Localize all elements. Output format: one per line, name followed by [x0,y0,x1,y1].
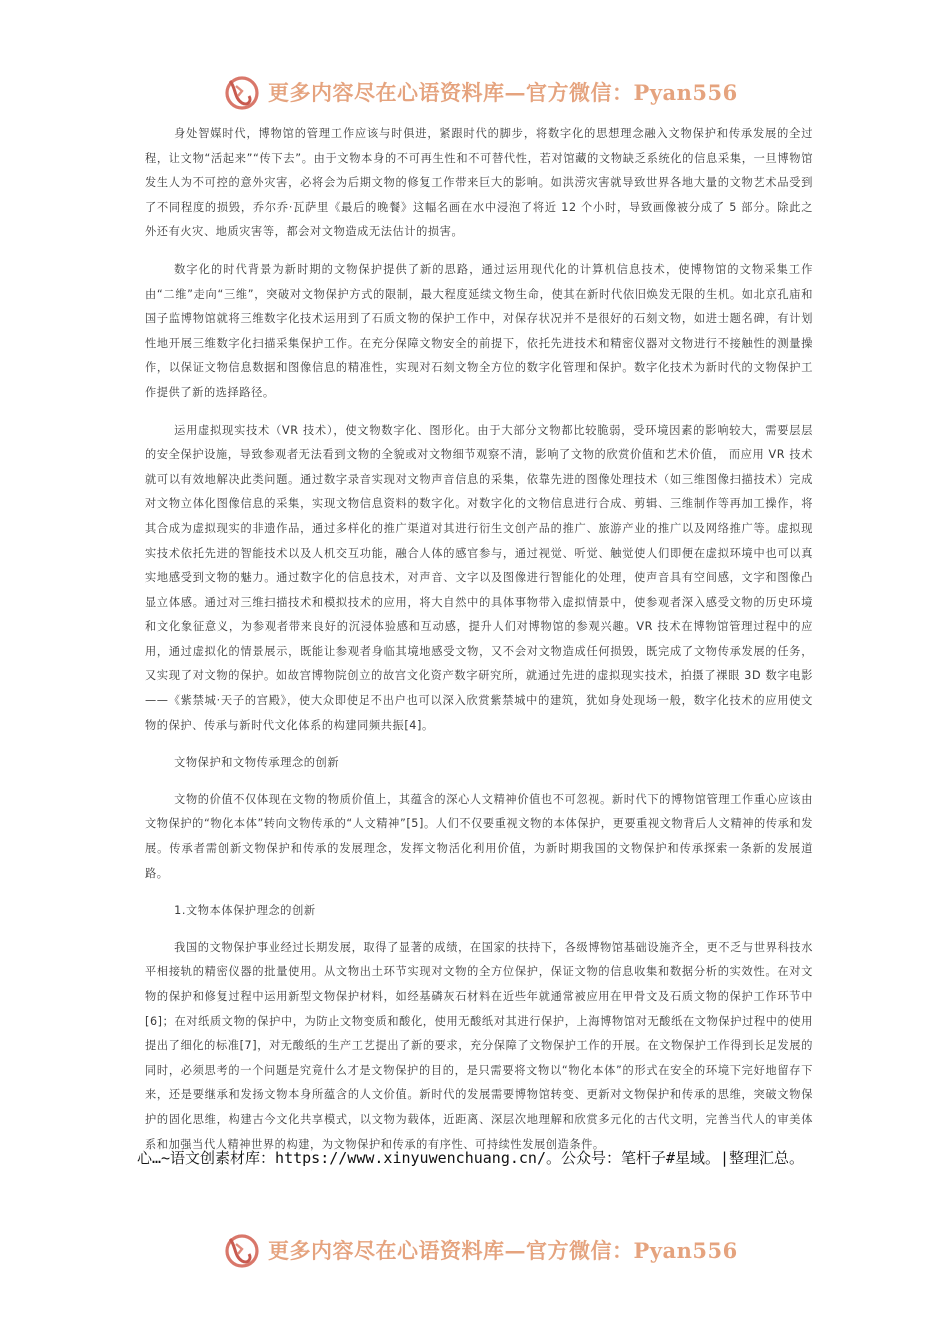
section-heading: 文物保护和文物传承理念的创新 [174,756,340,770]
paragraph-2: 数字化的时代背景为新时期的文物保护提供了新的思路，通过运用现代化的计算机信息技术，使博物馆的文物采集工作由“二维”走向“三维”，突破对文物保护方式的限制，最大程度延续文物生命，使其在新时代依旧焕发无限的生机。如北京孔庙和国子监博物馆就将三维数字化技术运用到了石质文物的保护工作中，对保存状况并不是很好的石刻文物，如进士题名碑，有计划性地开展三维数字化扫描采集保护工作。在充分保障文物安全的前提下，依托先进技术和精密仪器对文物进行不接触性的测量操作，以保证文物信息数据和图像信息的精准性，实现对石刻文物全方位的数字化管理和保护。数字化技术为新时代的文物保护工作提供了新的选择路径。 [145,262,813,399]
paragraph-1: 身处智媒时代，博物馆的管理工作应该与时俱进，紧跟时代的脚步，将数字化的思想理念融入文物保护和传承发展的全过程，让文物“活起来”“传下去”。由于文物本身的不可再生性和不可替代性，若对馆藏的文物缺乏系统化的信息采集，一旦博物馆发生人为不可控的意外灾害，必将会为后期文物的修复工作带来巨大的影响。如洪涝灾害就导致世界各地大量的文物艺术品受到了不同程度的损毁，乔尔乔·瓦萨里《最后的晚餐》这幅名画在水中浸泡了将近 12 个小时，导致画像被分成了 5 部分。除此之外还有火灾、地质灾害等，都会对文物造成无法估计的损害。 [145,127,813,239]
section-paragraph: 文物的价值不仅体现在文物的物质价值上，其蕴含的深心人文精神价值也不可忽视。新时代下的博物馆管理工作重心应该由文物保护的“物化本体”转向文物传承的“人文精神”[5]。人们不仅要重视文物的本体保护，更要重视文物背后人文精神的传承和发展。传承者需创新文物保护和传承的发展理念，发挥文物活化利用价值，为新时期我国的文物保护和传承探索一条新的发展道路。 [145,792,813,880]
subsection-paragraph: 我国的文物保护事业经过长期发展，取得了显著的成绩，在国家的扶持下，各级博物馆基础设施齐全，更不乏与世界科技水平相接轨的精密仪器的批量使用。从文物出土环节实现对文物的全方位保护，保证文物的信息收集和数据分析的实效性。在对文物的保护和修复过程中运用新型文物保护材料，如经基磷灰石材料在近些年就通常被应用在甲骨文及石质文物的保护工作环节中[6]；在对纸质文物的保护中，为防止文物变质和酸化，使用无酸纸对其进行保护，上海博物馆对无酸纸在文物保护过程中的使用提出了细化的标准[7]，对无酸纸的生产工艺提出了新的要求，充分保障了文物保护工作的开展。在文物保护工作得到长足发展的同时，必须思考的一个问题是究竟什么才是文物保护的目的，是只需要将文物以“物化本体”的形式在安全的环境下完好地留存下来，还是要继承和发扬文物本身所蕴含的人文价值。新时代的发展需要博物馆转变、更新对文物保护和传承的思维，突破文物保护的固化思维，构建古今文化共享模式，以文物为载体，近距离、深层次地理解和欣赏多元化的古代文明，完善当代人的审美体系和加强当代人精神世界的构建，为文物保护和传承的有序性、可持续性发展创造条件。 [145,940,813,1151]
watermark-banner-bottom [222,1228,742,1272]
watermark-text: 更多内容尽在心语资料库—官方微信：Pyan556 [268,80,738,105]
logo-icon [222,72,262,112]
article-body [145,122,813,1170]
watermark-banner-top [222,70,742,114]
paragraph-3: 运用虚拟现实技术（VR 技术），使文物数字化、图形化。由于大部分文物都比较脆弱，受环境因素的影响较大，需要层层的安全保护设施，导致参观者无法看到文物的全貌或对文物细节观察不清，影响了文物的欣赏价值和艺术价值， 而应用 VR 技术就可以有效地解决此类问题。通过数字录音实现对文物声音信息的采集，依靠先进的图像处理技术（如三维图像扫描技术）完成对文物立体化图像信息的采集，实现文物信息资料的数字化。对数字化的文物信息进行合成、剪辑、三维制作等再加工操作，将其合成为虚拟现实的非遗作品，通过多样化的推广渠道对其进行衍生文创产品的推广、旅游产业的推广以及网络推广等。虚拟现实技术依托先进的智能技术以及人机交互功能，融合人体的感官参与，通过视觉、听觉、触觉使人们即便在虚拟环境中也可以真实地感受到文物的魅力。通过数字化的信息技术，对声音、文字以及图像进行智能化的处理，使声音具有空间感，文字和图像凸显立体感。通过对三维扫描技术和模拟技术的应用，将大自然中的具体事物带入虚拟情景中，使参观者深入感受文物的历史环境和文化象征意义，为参观者带来良好的沉浸体验感和互动感，提升人们对博物馆的参观兴趣。VR 技术在博物馆管理过程中的应用，通过虚拟化的情景展示，既能让参观者身临其境地感受文物，又不会对文物造成任何损毁，既完成了文物传承发展的任务，又实现了对文物的保护。如故宫博物院创立的故宫文化资产数字研究所，就通过先进的虚拟现实技术，拍摄了裸眼 3D 数字电影——《紫禁城·天子的宫殿》，使大众即使足不出户也可以深入欣赏紫禁城中的建筑，犹如身处现场一般，数字化技术的应用使文物的保护、传承与新时代文化体系的构建同频共振[4]。 [145,423,813,732]
source-note: 心…~语文创素材库：https://www.xinyuwenchuang.cn/。公众号：笔杆子#星域。|整理汇总。 [137,1149,805,1167]
subsection-heading: 1.文物本体保护理念的创新 [174,904,316,918]
logo-icon [222,1230,262,1270]
watermark-text: 更多内容尽在心语资料库—官方微信：Pyan556 [268,1238,738,1263]
